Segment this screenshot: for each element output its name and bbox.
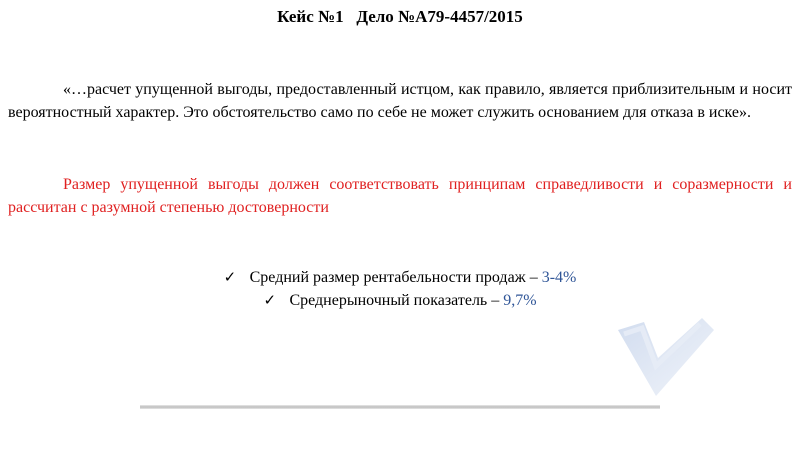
check-watermark-icon <box>610 300 720 410</box>
check-icon: ✓ <box>223 268 237 286</box>
bottom-divider <box>140 405 660 409</box>
check-dash: – <box>529 269 538 286</box>
page-title: Кейс №1 Дело №А79-4457/2015 <box>277 7 523 26</box>
court-quote: «…расчет упущенной выгоды, предоставленный истцом, как правило, является приблизительным и носит вероятностный характер. Это обстоятельство само по себе не может служить основанием для отказа в иске». <box>8 81 792 121</box>
check-dash: – <box>491 292 500 309</box>
check-item-sales-profitability <box>0 266 800 289</box>
highlight-statement: Размер упущенной выгоды должен соответствовать принципам справедливости и соразмерности и рассчитан с разумной степенью достоверности <box>8 176 792 216</box>
check-label: Средний размер рентабельности продаж <box>249 269 526 286</box>
check-value: 9,7% <box>503 292 537 309</box>
check-icon: ✓ <box>263 291 277 309</box>
check-value: 3-4% <box>541 269 577 286</box>
check-label: Среднерыночный показатель <box>289 292 488 309</box>
